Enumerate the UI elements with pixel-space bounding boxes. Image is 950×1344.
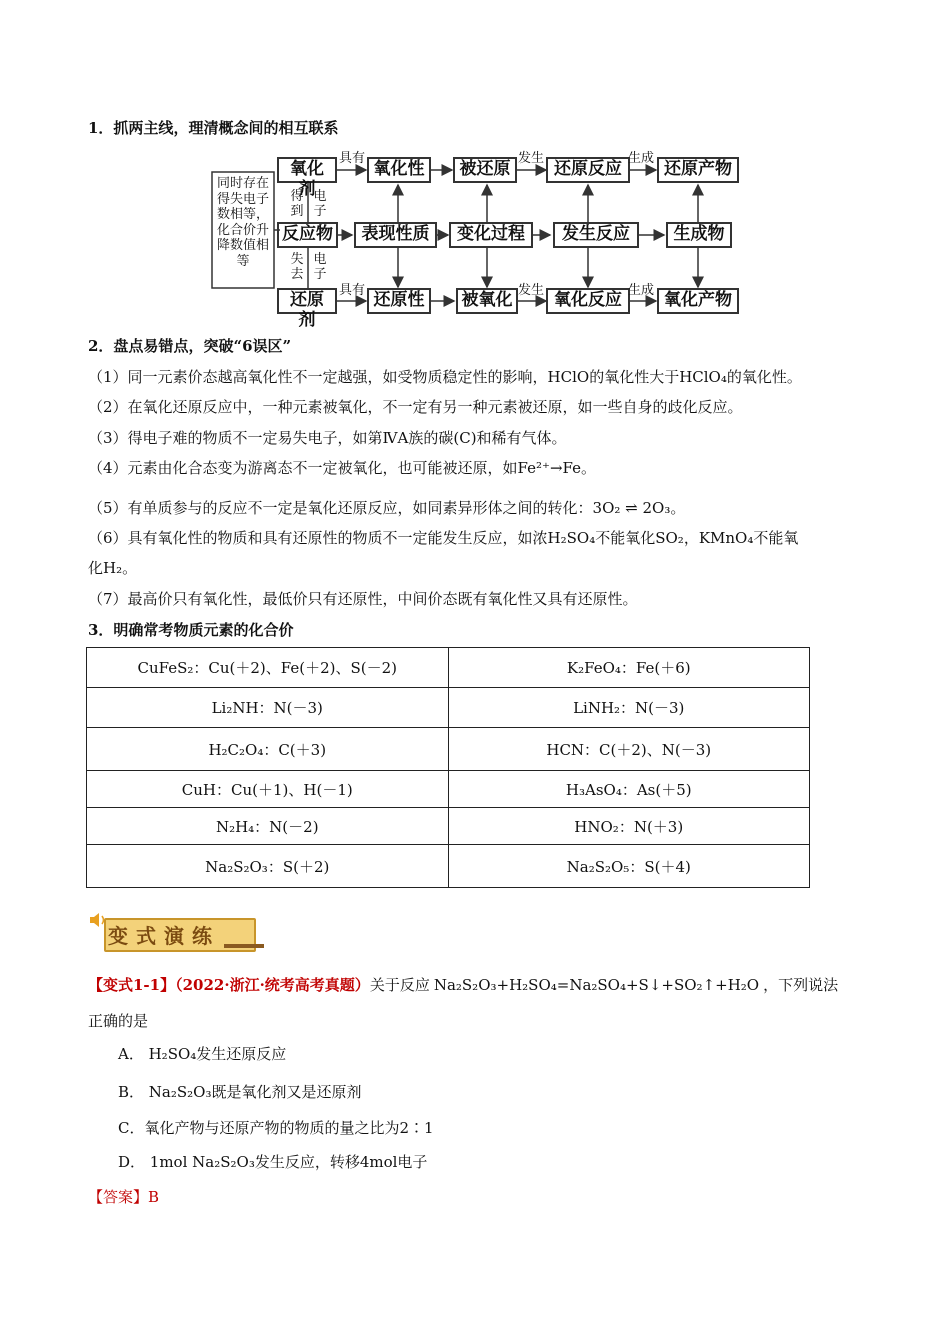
table-cell: H₃AsO₄：As(＋5): [448, 771, 810, 808]
box-oxidation-reaction: 氧化反应: [546, 288, 630, 314]
table-row: [87, 845, 810, 888]
mistake-item-1: （1）同一元素价态越高氧化性不一定越强，如受物质稳定性的影响，HClO的氧化性大于HClO₄的氧化性。: [88, 368, 802, 386]
mistake-item-7: （7）最高价只有氧化性，最低价只有还原性，中间价态既有氧化性又具有还原性。: [88, 590, 638, 608]
side-note: 同时存在得失电子数相等，化合价升降数值相等: [216, 176, 269, 269]
mistake-item-6: （6）具有氧化性的物质和具有还原性的物质不一定能发生反应，如浓H₂SO₄不能氧化SO₂，KMnO₄不能氧: [88, 529, 799, 547]
box-oxidizing-property: 氧化性: [367, 157, 431, 183]
label-produce-top: 生成: [628, 151, 655, 166]
table-cell: LiNH₂：N(－3): [448, 688, 810, 728]
option-d[interactable]: D． 1mol Na₂S₂O₃发生反应，转移4mol电子: [118, 1153, 428, 1171]
box-oxidation-product: 氧化产物: [657, 288, 739, 314]
section3-heading: 3．明确常考物质元素的化合价: [88, 621, 294, 639]
question-stem-line2: 正确的是: [88, 1012, 149, 1030]
badge-text: 变式演练: [108, 924, 220, 948]
label-have-top: 具有: [339, 151, 366, 166]
question-tag: 【变式1-1】: [88, 976, 176, 994]
table-cell: H₂C₂O₄：C(＋3): [87, 728, 449, 771]
table-row: [87, 808, 810, 845]
section2-heading: 2．盘点易错点，突破“6误区”: [88, 337, 292, 355]
stem-suffix: ，下列说法: [763, 976, 839, 994]
answer-label: 【答案】: [88, 1188, 149, 1206]
valence-table: [86, 647, 810, 888]
box-reduction-reaction: 还原反应: [546, 157, 630, 183]
box-reducing-property: 还原性: [367, 288, 431, 314]
table-cell: CuFeS₂：Cu(＋2)、Fe(＋2)、S(－2): [87, 648, 449, 688]
box-change-process: 变化过程: [449, 222, 533, 248]
box-manifested-property: 表现性质: [354, 222, 437, 248]
table-cell: K₂FeO₄：Fe(＋6): [448, 648, 810, 688]
table-cell: HNO₂：N(＋3): [448, 808, 810, 845]
practice-badge: [104, 918, 264, 952]
label-electron-gain: 电 子: [313, 189, 327, 219]
box-oxidized: 被氧化: [456, 288, 518, 314]
mistake-item-4: （4）元素由化合态变为游离态不一定被氧化，也可能被还原，如Fe²⁺→Fe。: [88, 459, 596, 477]
label-lose: 失 去: [290, 252, 304, 282]
mistake-item-6-cont: 化H₂。: [88, 559, 138, 577]
table-cell: Na₂S₂O₃：S(＋2): [87, 845, 449, 888]
box-reduced: 被还原: [453, 157, 517, 183]
label-electron-lose: 电 子: [313, 252, 327, 282]
box-reaction-occurs: 发生反应: [553, 222, 639, 248]
answer-value: B: [148, 1188, 160, 1206]
stem-prefix: 关于反应: [369, 976, 430, 994]
question-stem: [88, 974, 838, 995]
table-cell: N₂H₄：N(－2): [87, 808, 449, 845]
question-source: （2022·浙江·统考高考真题）: [175, 976, 370, 994]
table-row: [87, 771, 810, 808]
answer-line: [88, 1186, 159, 1207]
table-cell: HCN：C(＋2)、N(－3): [448, 728, 810, 771]
table-cell: Na₂S₂O₅：S(＋4): [448, 845, 810, 888]
table-row: [87, 728, 810, 771]
mistake-item-2: （2）在氧化还原反应中，一种元素被氧化，不一定有另一种元素被还原，如一些自身的歧化反应。: [88, 398, 743, 416]
box-reactant: 反应物: [277, 222, 338, 248]
label-have-bot: 具有: [339, 283, 366, 298]
box-reduction-product: 还原产物: [657, 157, 739, 183]
table-cell: Li₂NH：N(－3): [87, 688, 449, 728]
mistake-item-3: （3）得电子难的物质不一定易失电子，如第ⅣA族的碳(C)和稀有气体。: [88, 429, 567, 447]
box-reductant: 还原剂: [277, 288, 337, 314]
label-occur-bot: 发生: [518, 283, 545, 298]
option-c[interactable]: C．氧化产物与还原产物的物质的量之比为2∶1: [118, 1119, 434, 1137]
box-oxidant: 氧化剂: [277, 157, 337, 183]
reaction-equation: Na₂S₂O₃+H₂SO₄=Na₂SO₄+S↓+SO₂↑+H₂O: [433, 976, 760, 994]
table-row: [87, 648, 810, 688]
table-row: [87, 688, 810, 728]
box-product: 生成物: [666, 222, 732, 248]
label-occur-top: 发生: [518, 151, 545, 166]
table-cell: CuH：Cu(＋1)、H(－1): [87, 771, 449, 808]
label-gain: 得 到: [290, 189, 304, 219]
section1-heading: 1．抓两主线，理清概念间的相互联系: [88, 119, 339, 137]
option-b[interactable]: B． Na₂S₂O₃既是氧化剂又是还原剂: [118, 1083, 362, 1101]
label-produce-bot: 生成: [628, 283, 655, 298]
option-a[interactable]: A． H₂SO₄发生还原反应: [118, 1045, 287, 1063]
mistake-item-5: （5）有单质参与的反应不一定是氧化还原反应，如同素异形体之间的转化：3O₂ ⇌ 2O₃。: [88, 499, 686, 517]
